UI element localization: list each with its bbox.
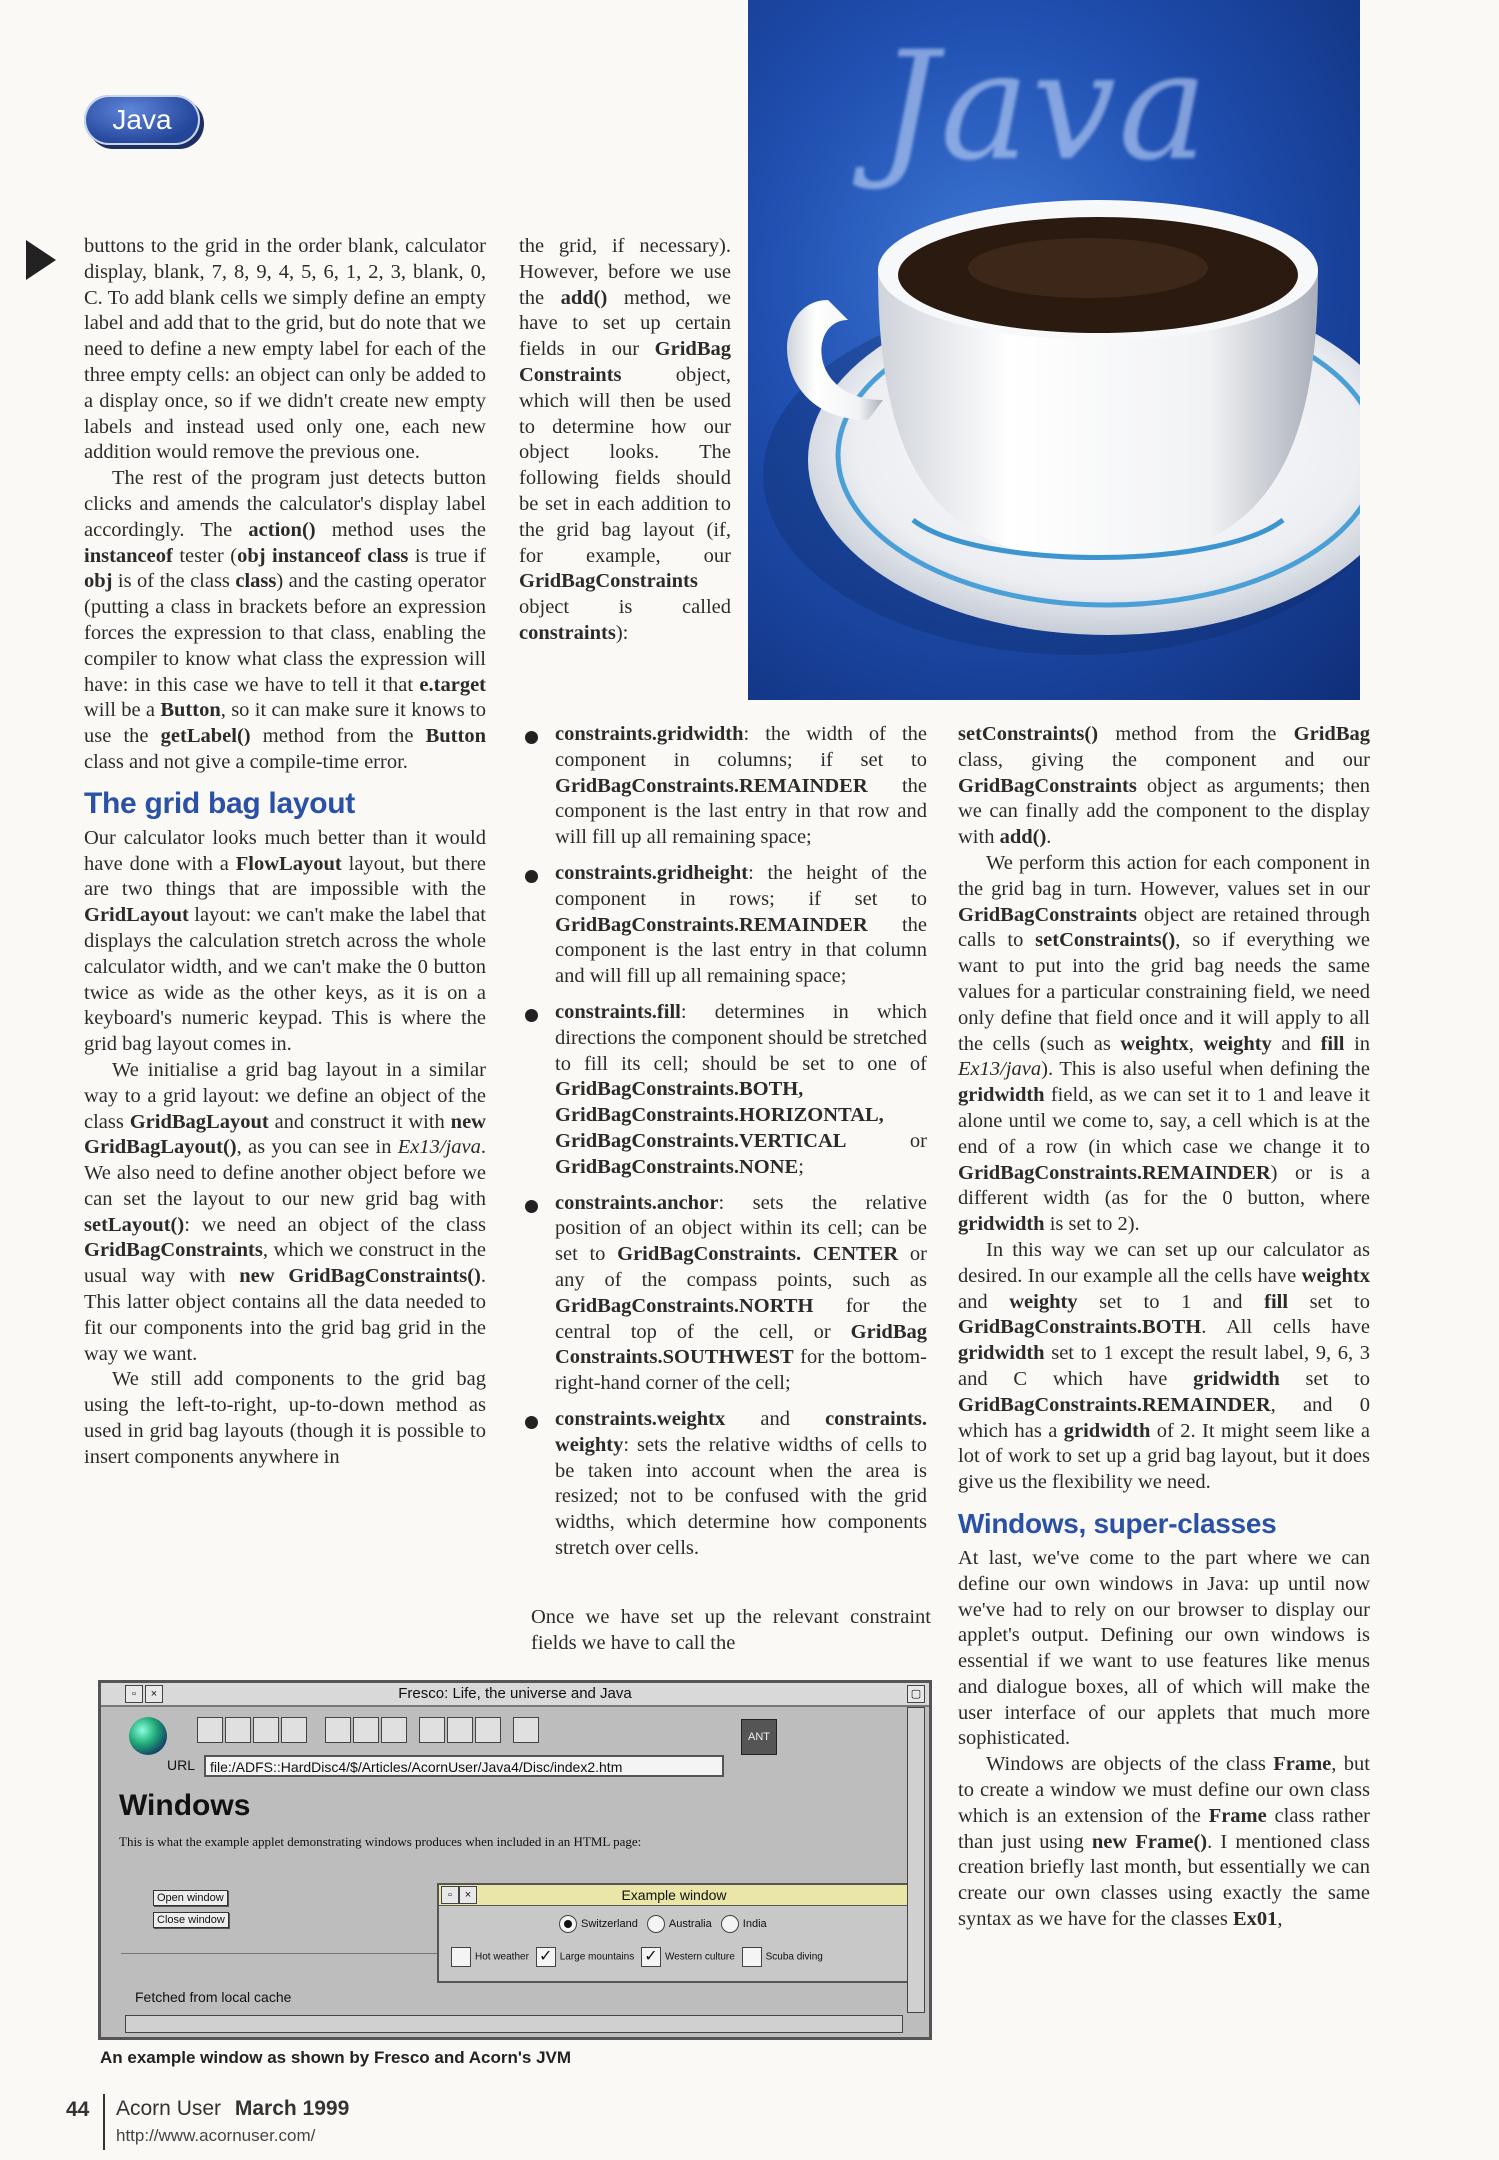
column-3 (958, 722, 1370, 1933)
radio-india[interactable] (721, 1915, 739, 1933)
example-window (437, 1883, 911, 1983)
col3-paragraph-5: Windows are objects of the class Frame, but to create a window we must define our own class which is an extension of the Frame class rather than just using new Frame(). I mentioned class creation briefly last month, but essentially we can create our own classes using exactly the same syntax as we have for the classes Ex01, (958, 1753, 1371, 1931)
hotlist-icon[interactable] (353, 1717, 379, 1743)
country-radio-group (559, 1915, 767, 1933)
list-item: constraints.fill: determines in which directions the component should be stretched to fill its cell; should be set to one of GridBagConstraints.BOTH, GridBagConstraints.HORIZONTAL, GridBagConstraints.VERTICAL or GridBagConstraints.NONE; (525, 1000, 927, 1181)
col2-intro-paragraph: the grid, if necessary). However, before we use the add() method, we have to set up certain fields in our GridBag Constraints object, which will then be used to determine how our object looks. The following fields should be set in each addition to the grid bag layout (if, for example, our GridBagConstraints object is called constraints): (519, 235, 731, 644)
checkbox-label: Scuba diving (765, 1951, 823, 1963)
radio-label: Australia (668, 1917, 712, 1930)
radio-label: Switzerland (581, 1917, 638, 1930)
col1-paragraph-2: The rest of the program just detects button clicks and amends the calculator's display label accordingly. The action() method uses the instanceof tester (obj instanceof class is true if obj is of the class class) and the casting operator (putting a class in brackets before an expression forces the expression to that class, enabling the compiler to know what class the expression will have: in this case we have to tell it that e.target will be a Button, so it can make sure it knows to use the getLabel() method from the Button class and not give a compile-time error. (84, 467, 487, 773)
back-icon[interactable] (225, 1717, 251, 1743)
constraints-list (525, 722, 927, 1562)
col3-paragraph-4: At last, we've come to the part where we can define our own windows in Java: up until now we've had to rely on our browser to display our applet's output. Defining our own windows is essential if we want to use features like menus and dialogue boxes, all of which will make the user interface of our applets that much more sophisticated. (958, 1546, 1370, 1750)
status-text: Fetched from local cache (135, 1989, 292, 2005)
forward-icon[interactable] (281, 1717, 307, 1743)
checkbox-label: Large mountains (559, 1951, 635, 1963)
horizontal-scrollbar[interactable] (125, 2015, 903, 2033)
checkbox-hot-weather[interactable] (451, 1947, 471, 1967)
column-2-outro (531, 1605, 931, 1657)
back-window-icon[interactable]: ▫ (441, 1886, 459, 1904)
close-icon[interactable]: × (459, 1886, 477, 1904)
section-tag (84, 95, 200, 145)
save-icon[interactable] (419, 1717, 445, 1743)
checkbox-western-culture[interactable]: ✓ (641, 1947, 661, 1967)
checkbox-large-mountains[interactable]: ✓ (536, 1947, 556, 1967)
col1-paragraph-3: Our calculator looks much better than it would have done with a FlowLayout layout, but there are two things that are impossible with the GridLayout layout: we can't make the label that displays the calculation stretch across the whole calculator width, and we can't make the 0 button twice as wide as the other keys, as it is on a keyboard's numeric keypad. This is where the grid bag layout comes in. (84, 826, 487, 1056)
footer-url[interactable]: http://www.acornuser.com/ (116, 2126, 316, 2145)
checkbox-label: Western culture (664, 1951, 735, 1963)
heading-windows-super-classes: Windows, super-classes (958, 1507, 1277, 1539)
stop-icon[interactable] (253, 1717, 279, 1743)
coffee-cup-icon (748, 0, 1360, 700)
col3-paragraph-1: setConstraints() method from the GridBag class, giving the component and our GridBagConstraints object as arguments; then we can finally add the component to the display with add(). (958, 723, 1370, 849)
ant-logo: ANT (741, 1719, 777, 1755)
window-title: Fresco: Life, the universe and Java (398, 1685, 632, 1702)
list-item: constraints.weightx and constraints. weighty: sets the relative widths of cells to be taken into account when the area is resized; not to be confused with the grid widths, which determine how components stretch over cells. (525, 1407, 927, 1562)
col2-outro-paragraph: Once we have set up the relevant constraint fields we have to call the (531, 1606, 931, 1654)
radio-australia[interactable] (647, 1915, 665, 1933)
example-window-titlebar (439, 1885, 909, 1906)
col1-paragraph-1: buttons to the grid in the order blank, calculator display, blank, 7, 8, 9, 4, 5, 6, 1, 2, 3, blank, 0, C. To add blank cells we simply define an empty label and add that to the grid, but do note that we need to define a new empty label for each of the three empty cells: an object can only be added to a display once, so if we didn't create new empty labels and instead used only one, each new addition would remove the previous one. (84, 235, 486, 464)
col3-paragraph-3: In this way we can set up our calculator as desired. In our example all the cells have weightx and weighty set to 1 and fill set to GridBagConstraints.BOTH. All cells have gridwidth set to 1 except the result label, 9, 6, 3 and C which have gridwidth set to GridBagConstraints.REMAINDER, and 0 which has a gridwidth of 2. It might seem like a lot of work to set up a grid bag layout, but it does give us the flexibility we need. (958, 1238, 1371, 1494)
page-heading: Windows (119, 1789, 251, 1822)
close-window-button[interactable]: Close window (153, 1912, 229, 1928)
heading-grid-bag-layout: The grid bag layout (84, 786, 355, 820)
magazine-name: Acorn User (116, 2097, 222, 2120)
vertical-scrollbar[interactable] (907, 1707, 925, 2013)
column-2 (525, 722, 927, 1572)
footer-masthead (116, 2097, 349, 2121)
coffee-cup-photo (748, 0, 1360, 700)
photo-java-word: Java (878, 20, 1210, 194)
url-input[interactable]: file:/ADFS::HardDisc4/$/Articles/AcornUser/Java4/Disc/index2.htm (204, 1755, 724, 1777)
url-label: URL (167, 1757, 196, 1773)
col1-paragraph-5: We still add components to the grid bag using the left-to-right, up-to-down method as used in grid bag layouts (though it is possible to insert components anywhere in (84, 1368, 486, 1468)
reload-icon[interactable] (325, 1717, 351, 1743)
column-2-intro (519, 234, 731, 647)
browser-screenshot (98, 1680, 932, 2040)
back-window-icon[interactable]: ▫ (125, 1685, 143, 1703)
example-window-title: Example window (621, 1887, 727, 1903)
checkbox-label: Hot weather (475, 1951, 529, 1963)
issue-date: March 1999 (234, 2097, 350, 2120)
open-window-button[interactable]: Open window (153, 1890, 228, 1906)
options-checkbox-group (451, 1947, 823, 1967)
globe-icon (129, 1717, 167, 1755)
footer-divider (103, 2094, 105, 2150)
section-tag-label: Java (112, 104, 172, 135)
list-item: constraints.gridwidth: the width of the component in columns; if set to GridBagConstraints.REMAINDER the component is the last entry in that row and will fill up all remaining space; (525, 722, 927, 851)
page-text: This is what the example applet demonstrating windows produces when included in an HTML page: (119, 1834, 642, 1849)
edit-icon[interactable] (475, 1717, 501, 1743)
list-item: constraints.anchor: sets the relative position of an object within its cell; can be set to GridBagConstraints. CENTER or any of the compass points, such as GridBagConstraints.NORTH for the central top of the cell, or GridBag Constraints.SOUTHWEST for the bottom-right-hand corner of the cell; (525, 1191, 927, 1397)
page-number: 44 (66, 2098, 90, 2121)
col3-paragraph-2: We perform this action for each component in the grid bag in turn. However, values set in our GridBagConstraints object are retained through calls to setConstraints(), so if everything we want to put into the grid bag needs the same values for a particular constraining field, we need only define that field once and it will apply to all the cells (such as weightx, weighty and fill in Ex13/java). This is also useful when defining the gridwidth field, as we can set it to 1 and leave it alone until we come to, say, a cell which is at the end of a row (in which case we change it to GridBagConstraints.REMAINDER) or is a different width (as for the 0 button, where gridwidth is set to 2). (958, 851, 1371, 1236)
window-titlebar (101, 1683, 929, 1707)
home-icon[interactable] (197, 1717, 223, 1743)
toggle-size-icon[interactable]: ▢ (907, 1685, 925, 1703)
continue-arrow-icon (26, 240, 56, 280)
radio-switzerland[interactable] (559, 1915, 577, 1933)
col1-paragraph-4: We initialise a grid bag layout in a similar way to a grid layout: we define an object of the class GridBagLayout and construct it with new GridBagLayout(), as you can see in Ex13/java. We also need to define another object before we can set the layout to our new grid bag with setLayout(): we need an object of the class GridBagConstraints, which we construct in the usual way with new GridBagConstraints(). This latter object contains all the data needed to fit our components into the grid bag grid in the way we want. (84, 1058, 486, 1365)
list-item: constraints.gridheight: the height of the component in rows; if set to GridBagConstraints.REMAINDER the component is the last entry in that column and will fill up all remaining space; (525, 861, 927, 990)
print-icon[interactable] (447, 1717, 473, 1743)
close-icon[interactable]: × (145, 1685, 163, 1703)
radio-label: India (742, 1917, 767, 1930)
column-1 (84, 234, 486, 1471)
checkbox-scuba-diving[interactable] (742, 1947, 762, 1967)
info-icon[interactable] (513, 1717, 539, 1743)
view-source-icon[interactable] (381, 1717, 407, 1743)
figure-caption: An example window as shown by Fresco and Acorn's JVM (100, 2048, 572, 2067)
